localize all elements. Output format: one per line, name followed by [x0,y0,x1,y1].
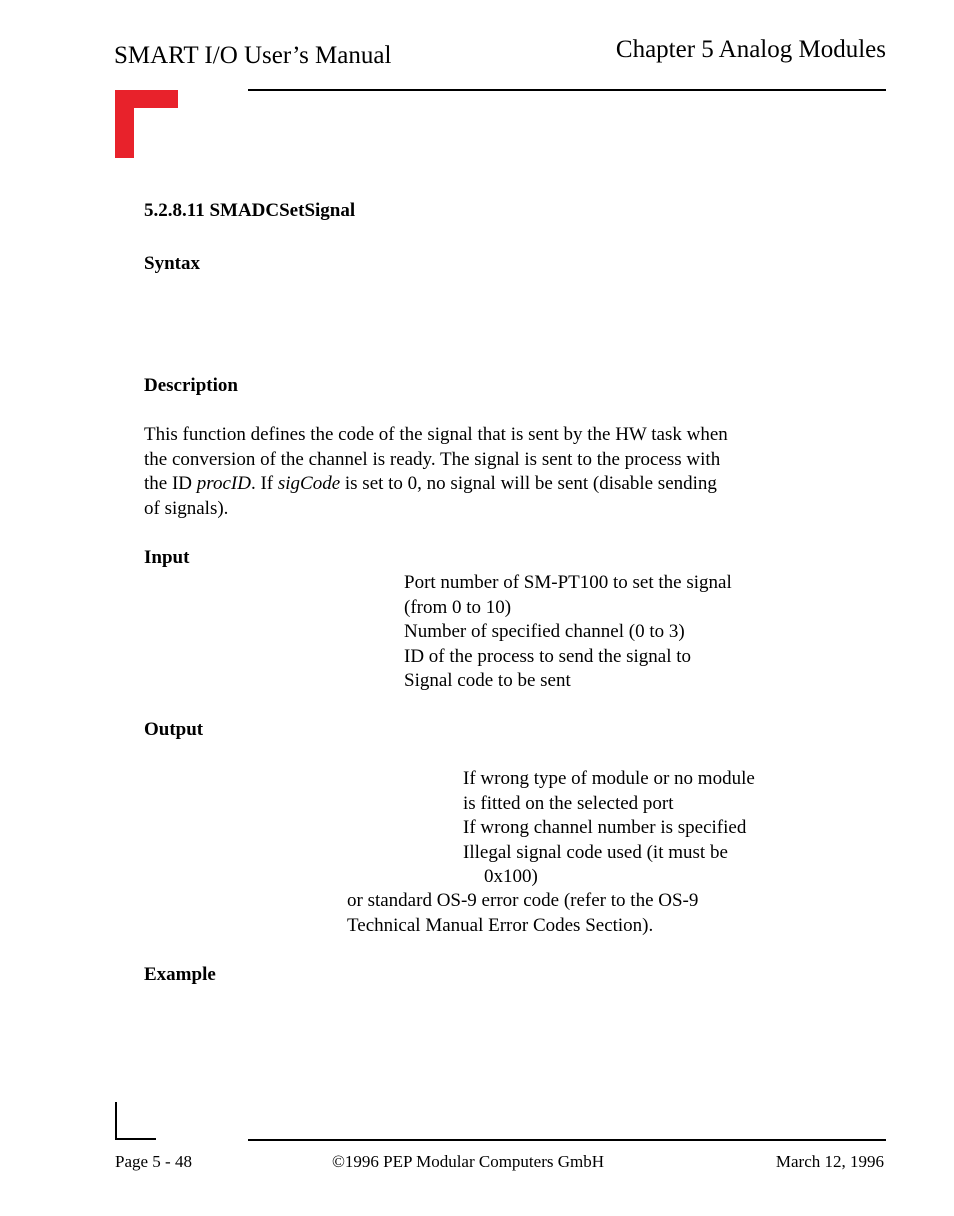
output-line: Illegal signal code used (it must be [463,841,728,863]
chapter-title: Chapter 5 Analog Modules [615,36,886,63]
page-number: Page 5 - 48 [115,1152,192,1171]
description-line: the ID procID. If sigCode is set to 0, no signal will be sent (disable sending [144,473,717,494]
output-line: 0x100) [484,866,538,887]
syntax-heading: Syntax [144,253,200,274]
output-extra-line: Technical Manual Error Codes Section). [347,914,654,936]
input-heading: Input [144,547,190,568]
input-line: ID of the process to send the signal to [404,645,692,667]
description-line: This function defines the code of the signal that is sent by the HW task when [144,424,728,445]
logo-mark-vertical [115,90,134,158]
sigcode-term: sigCode [277,473,341,494]
manual-title: SMART I/O User’s Manual [114,42,392,69]
footer-rule [248,1139,886,1141]
procid-term: procID [196,473,251,494]
description-heading: Description [144,375,238,396]
output-heading: Output [144,719,204,740]
example-heading: Example [144,964,216,985]
footer-corner-horizontal [115,1138,156,1140]
output-line: If wrong channel number is specified [463,817,747,838]
output-extra [347,889,698,938]
input-line: Number of specified channel (0 to 3) [404,621,685,642]
description-line: of signals). [144,497,229,519]
description-line: the conversion of the channel is ready. The signal is sent to the process with [144,448,721,470]
input-line: Signal code to be sent [404,670,571,691]
input-line: (from 0 to 10) [404,596,512,618]
header-rule [248,89,886,91]
output-line: If wrong type of module or no module [463,768,755,789]
copyright: ©1996 PEP Modular Computers GmbH [332,1152,605,1171]
output-extra-line: or standard OS-9 error code (refer to the OS-9 [347,890,699,911]
date: March 12, 1996 [775,1152,884,1171]
input-list [404,571,732,694]
description-text [144,423,824,521]
output-line: is fitted on the selected port [463,792,674,814]
output-list [463,767,755,890]
input-line: Port number of SM-PT100 to set the signal [404,572,732,593]
footer-corner-vertical [115,1102,117,1140]
section-title: 5.2.8.11 SMADCSetSignal [144,200,356,221]
